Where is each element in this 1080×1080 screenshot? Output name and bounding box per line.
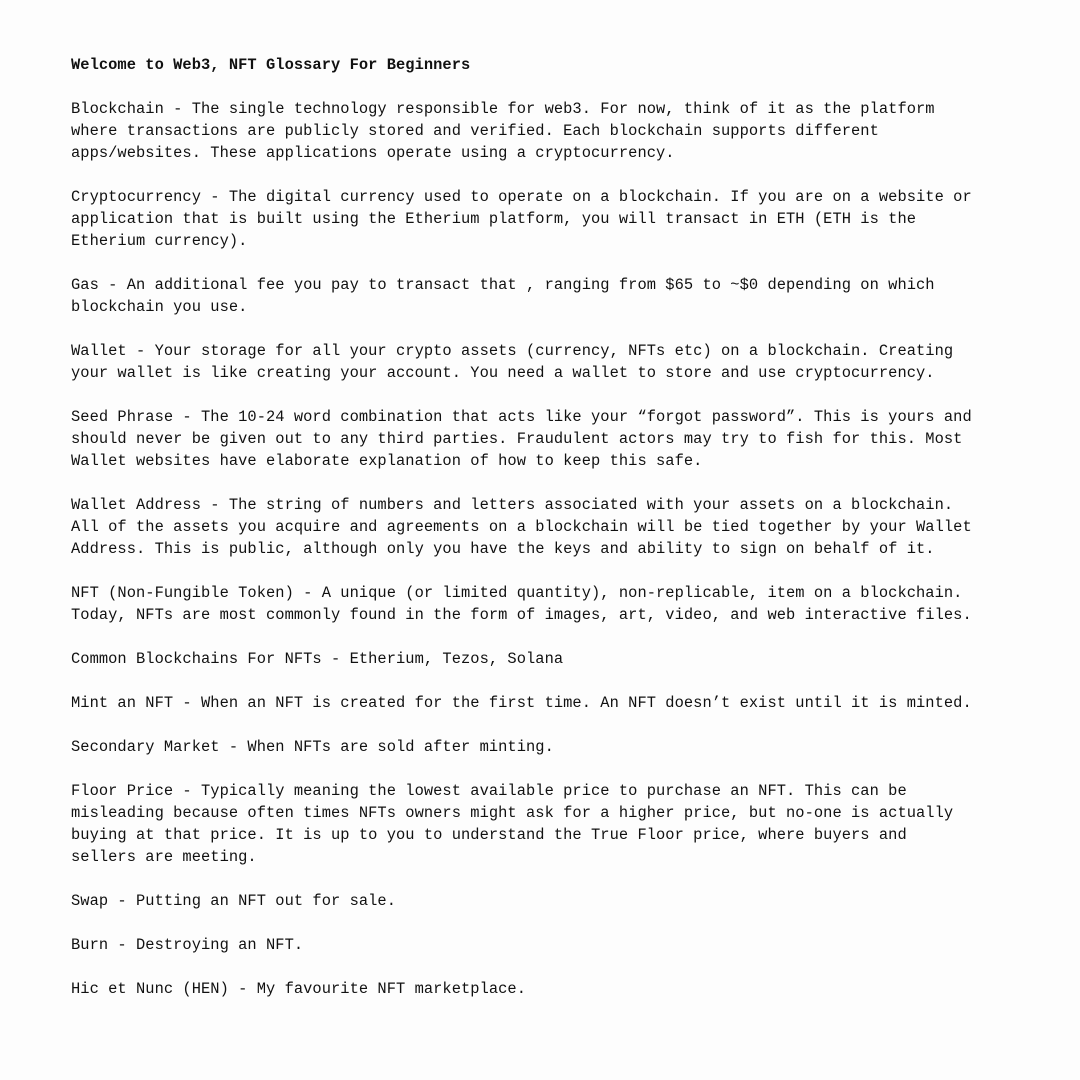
glossary-entry-burn (71, 934, 1061, 956)
glossary-entry-wallet (71, 340, 1061, 384)
glossary-entry-nft (71, 582, 1061, 626)
entry-line: Wallet - Your storage for all your crypto assets (currency, NFTs etc) on a blockchain. Creating (71, 342, 954, 360)
glossary-entry-gas (71, 274, 1061, 318)
glossary-document (71, 54, 1061, 1022)
entry-line: misleading because often times NFTs owners might ask for a higher price, but no-one is actually (71, 804, 954, 822)
entry-line: NFT (Non-Fungible Token) - A unique (or limited quantity), non-replicable, item on a blockchain. (71, 584, 963, 602)
entry-line: Mint an NFT - When an NFT is created for the first time. An NFT doesn’t exist until it is minted. (71, 694, 972, 712)
glossary-entry-wallet-address (71, 494, 1061, 560)
entry-line: Secondary Market - When NFTs are sold after minting. (71, 738, 554, 756)
glossary-entry-seed-phrase (71, 406, 1061, 472)
entry-line: should never be given out to any third parties. Fraudulent actors may try to fish for this. Most (71, 430, 963, 448)
entry-line: Hic et Nunc (HEN) - My favourite NFT marketplace. (71, 980, 527, 998)
entry-line: Burn - Destroying an NFT. (71, 936, 304, 954)
entry-line: Blockchain - The single technology responsible for web3. For now, think of it as the platform (71, 100, 935, 118)
entry-line: Etherium currency). (71, 232, 248, 250)
glossary-entry-mint (71, 692, 1061, 714)
entry-line: Wallet Address - The string of numbers and letters associated with your assets on a blockchain. (71, 496, 954, 514)
entry-line: your wallet is like creating your account. You need a wallet to store and use cryptocurrency. (71, 364, 935, 382)
entry-line: Today, NFTs are most commonly found in the form of images, art, video, and web interactive files. (71, 606, 972, 624)
entry-line: Wallet websites have elaborate explanation of how to keep this safe. (71, 452, 703, 470)
glossary-entry-secondary-market (71, 736, 1061, 758)
glossary-entry-common-blockchains (71, 648, 1061, 670)
glossary-entry-cryptocurrency (71, 186, 1061, 252)
glossary-entry-floor-price (71, 780, 1061, 868)
entry-line: Address. This is public, although only you have the keys and ability to sign on behalf of it. (71, 540, 935, 558)
glossary-entry-hic-et-nunc (71, 978, 1061, 1000)
entry-line: buying at that price. It is up to you to understand the True Floor price, where buyers and (71, 826, 907, 844)
glossary-entry-blockchain (71, 98, 1061, 164)
entry-line: application that is built using the Etherium platform, you will transact in ETH (ETH is the (71, 210, 917, 228)
entry-line: Common Blockchains For NFTs - Etherium, Tezos, Solana (71, 650, 564, 668)
entry-line: Cryptocurrency - The digital currency used to operate on a blockchain. If you are on a website or (71, 188, 972, 206)
entry-line: Seed Phrase - The 10-24 word combination that acts like your “forgot password”. This is yours and (71, 408, 972, 426)
entry-line: Swap - Putting an NFT out for sale. (71, 892, 397, 910)
entry-line: Gas - An additional fee you pay to transact that , ranging from $65 to ~$0 depending on which (71, 276, 935, 294)
entry-line: All of the assets you acquire and agreements on a blockchain will be tied together by your Wallet (71, 518, 972, 536)
entry-line: where transactions are publicly stored and verified. Each blockchain supports different (71, 122, 879, 140)
document-title: Welcome to Web3, NFT Glossary For Beginners (71, 56, 471, 74)
entry-line: Floor Price - Typically meaning the lowest available price to purchase an NFT. This can be (71, 782, 907, 800)
entry-line: apps/websites. These applications operate using a cryptocurrency. (71, 144, 675, 162)
glossary-entry-swap (71, 890, 1061, 912)
entry-line: sellers are meeting. (71, 848, 257, 866)
entry-line: blockchain you use. (71, 298, 248, 316)
